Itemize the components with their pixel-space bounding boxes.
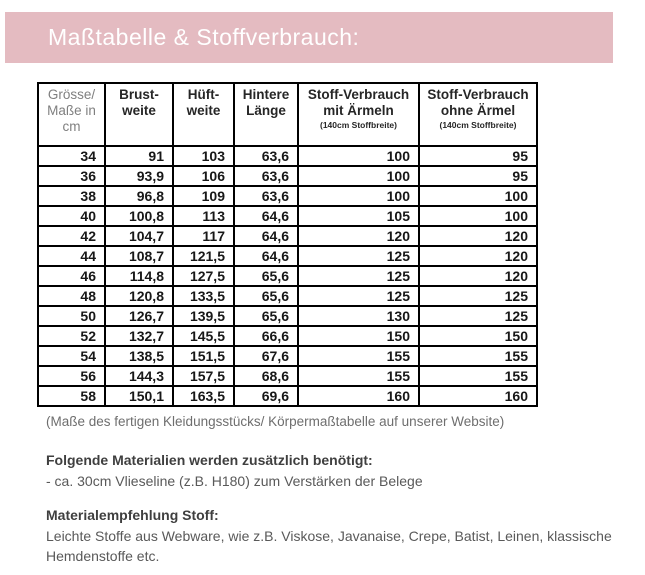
table-cell: 151,5 xyxy=(173,346,234,366)
table-cell: 100 xyxy=(298,186,419,206)
table-cell: 155 xyxy=(419,366,537,386)
column-header: Hüft- weite xyxy=(173,83,234,146)
table-cell: 133,5 xyxy=(173,286,234,306)
table-row xyxy=(38,266,537,286)
table-cell: 127,5 xyxy=(173,266,234,286)
table-cell: 93,9 xyxy=(105,166,173,186)
table-cell: 67,6 xyxy=(234,346,298,366)
page-title: Maßtabelle & Stoffverbrauch: xyxy=(48,24,360,50)
table-cell: 68,6 xyxy=(234,366,298,386)
table-cell: 40 xyxy=(38,206,105,226)
table-cell: 130 xyxy=(298,306,419,326)
table-cell: 38 xyxy=(38,186,105,206)
table-cell: 125 xyxy=(419,306,537,326)
table-cell: 125 xyxy=(298,286,419,306)
table-body xyxy=(38,146,537,406)
table-cell: 121,5 xyxy=(173,246,234,266)
table-cell: 160 xyxy=(419,386,537,406)
table-row xyxy=(38,146,537,166)
note-fabric-heading: Materialempfehlung Stoff: xyxy=(46,507,219,523)
table-cell: 44 xyxy=(38,246,105,266)
table-cell: 65,6 xyxy=(234,266,298,286)
table-cell: 91 xyxy=(105,146,173,166)
table-row xyxy=(38,366,537,386)
column-subnote: (140cm Stoffbreite) xyxy=(439,120,517,130)
table-cell: 65,6 xyxy=(234,306,298,326)
table-cell: 125 xyxy=(298,266,419,286)
table-row xyxy=(38,186,537,206)
table-row xyxy=(38,166,537,186)
column-header: Stoff-Verbrauch ohne Ärmel (140cm Stoffbreite) xyxy=(419,83,537,146)
column-header: Stoff-Verbrauch mit Ärmeln (140cm Stoffbreite) xyxy=(298,83,419,146)
table-cell: 64,6 xyxy=(234,226,298,246)
table-cell: 114,8 xyxy=(105,266,173,286)
table-cell: 104,7 xyxy=(105,226,173,246)
header-row xyxy=(38,83,537,146)
size-table-wrap xyxy=(37,82,538,407)
table-cell: 100 xyxy=(298,166,419,186)
table-cell: 100 xyxy=(419,206,537,226)
column-header: Hintere Länge xyxy=(234,83,298,146)
table-cell: 36 xyxy=(38,166,105,186)
table-cell: 34 xyxy=(38,146,105,166)
table-cell: 139,5 xyxy=(173,306,234,326)
table-cell: 64,6 xyxy=(234,246,298,266)
table-cell: 145,5 xyxy=(173,326,234,346)
table-row xyxy=(38,346,537,366)
table-cell: 120 xyxy=(419,246,537,266)
table-cell: 163,5 xyxy=(173,386,234,406)
table-cell: 48 xyxy=(38,286,105,306)
table-cell: 64,6 xyxy=(234,206,298,226)
table-row xyxy=(38,246,537,266)
table-cell: 109 xyxy=(173,186,234,206)
note-materials xyxy=(46,451,624,491)
table-row xyxy=(38,306,537,326)
size-table xyxy=(37,82,538,407)
table-row xyxy=(38,386,537,406)
table-cell: 96,8 xyxy=(105,186,173,206)
table-cell: 155 xyxy=(419,346,537,366)
table-caption: (Maße des fertigen Kleidungsstücks/ Körpermaßtabelle auf unserer Website) xyxy=(46,414,505,429)
table-cell: 106 xyxy=(173,166,234,186)
table-cell: 150 xyxy=(298,326,419,346)
table-cell: 120 xyxy=(419,226,537,246)
table-cell: 103 xyxy=(173,146,234,166)
table-cell: 120 xyxy=(419,266,537,286)
table-row xyxy=(38,206,537,226)
table-cell: 120,8 xyxy=(105,286,173,306)
table-cell: 138,5 xyxy=(105,346,173,366)
table-cell: 160 xyxy=(298,386,419,406)
note-fabric xyxy=(46,506,624,566)
table-cell: 120 xyxy=(298,226,419,246)
table-cell: 157,5 xyxy=(173,366,234,386)
column-subnote: (140cm Stoffbreite) xyxy=(320,120,397,130)
table-cell: 42 xyxy=(38,226,105,246)
table-cell: 144,3 xyxy=(105,366,173,386)
note-materials-heading: Folgende Materialien werden zusätzlich benötigt: xyxy=(46,452,373,468)
table-cell: 63,6 xyxy=(234,166,298,186)
column-header: Grösse/ Maße in cm xyxy=(38,83,105,146)
table-cell: 63,6 xyxy=(234,146,298,166)
table-cell: 126,7 xyxy=(105,306,173,326)
table-cell: 125 xyxy=(419,286,537,306)
table-cell: 56 xyxy=(38,366,105,386)
table-cell: 105 xyxy=(298,206,419,226)
table-cell: 69,6 xyxy=(234,386,298,406)
column-header: Brust- weite xyxy=(105,83,173,146)
table-row xyxy=(38,286,537,306)
table-cell: 108,7 xyxy=(105,246,173,266)
title-bar xyxy=(5,12,613,63)
table-row xyxy=(38,226,537,246)
table-cell: 95 xyxy=(419,146,537,166)
table-cell: 58 xyxy=(38,386,105,406)
table-cell: 46 xyxy=(38,266,105,286)
table-cell: 155 xyxy=(298,346,419,366)
table-cell: 95 xyxy=(419,166,537,186)
table-cell: 150,1 xyxy=(105,386,173,406)
note-materials-body: - ca. 30cm Vlieseline (z.B. H180) zum Verstärken der Belege xyxy=(46,473,423,489)
table-cell: 66,6 xyxy=(234,326,298,346)
table-cell: 132,7 xyxy=(105,326,173,346)
table-cell: 125 xyxy=(298,246,419,266)
table-cell: 113 xyxy=(173,206,234,226)
table-cell: 52 xyxy=(38,326,105,346)
table-cell: 100 xyxy=(298,146,419,166)
table-row xyxy=(38,326,537,346)
table-cell: 100 xyxy=(419,186,537,206)
note-fabric-body: Leichte Stoffe aus Webware, wie z.B. Viskose, Javanaise, Crepe, Batist, Leinen, klassische Hemdenstoffe etc. xyxy=(46,528,612,564)
table-cell: 50 xyxy=(38,306,105,326)
table-cell: 54 xyxy=(38,346,105,366)
table-cell: 117 xyxy=(173,226,234,246)
table-cell: 63,6 xyxy=(234,186,298,206)
table-cell: 155 xyxy=(298,366,419,386)
table-cell: 100,8 xyxy=(105,206,173,226)
table-cell: 150 xyxy=(419,326,537,346)
table-cell: 65,6 xyxy=(234,286,298,306)
